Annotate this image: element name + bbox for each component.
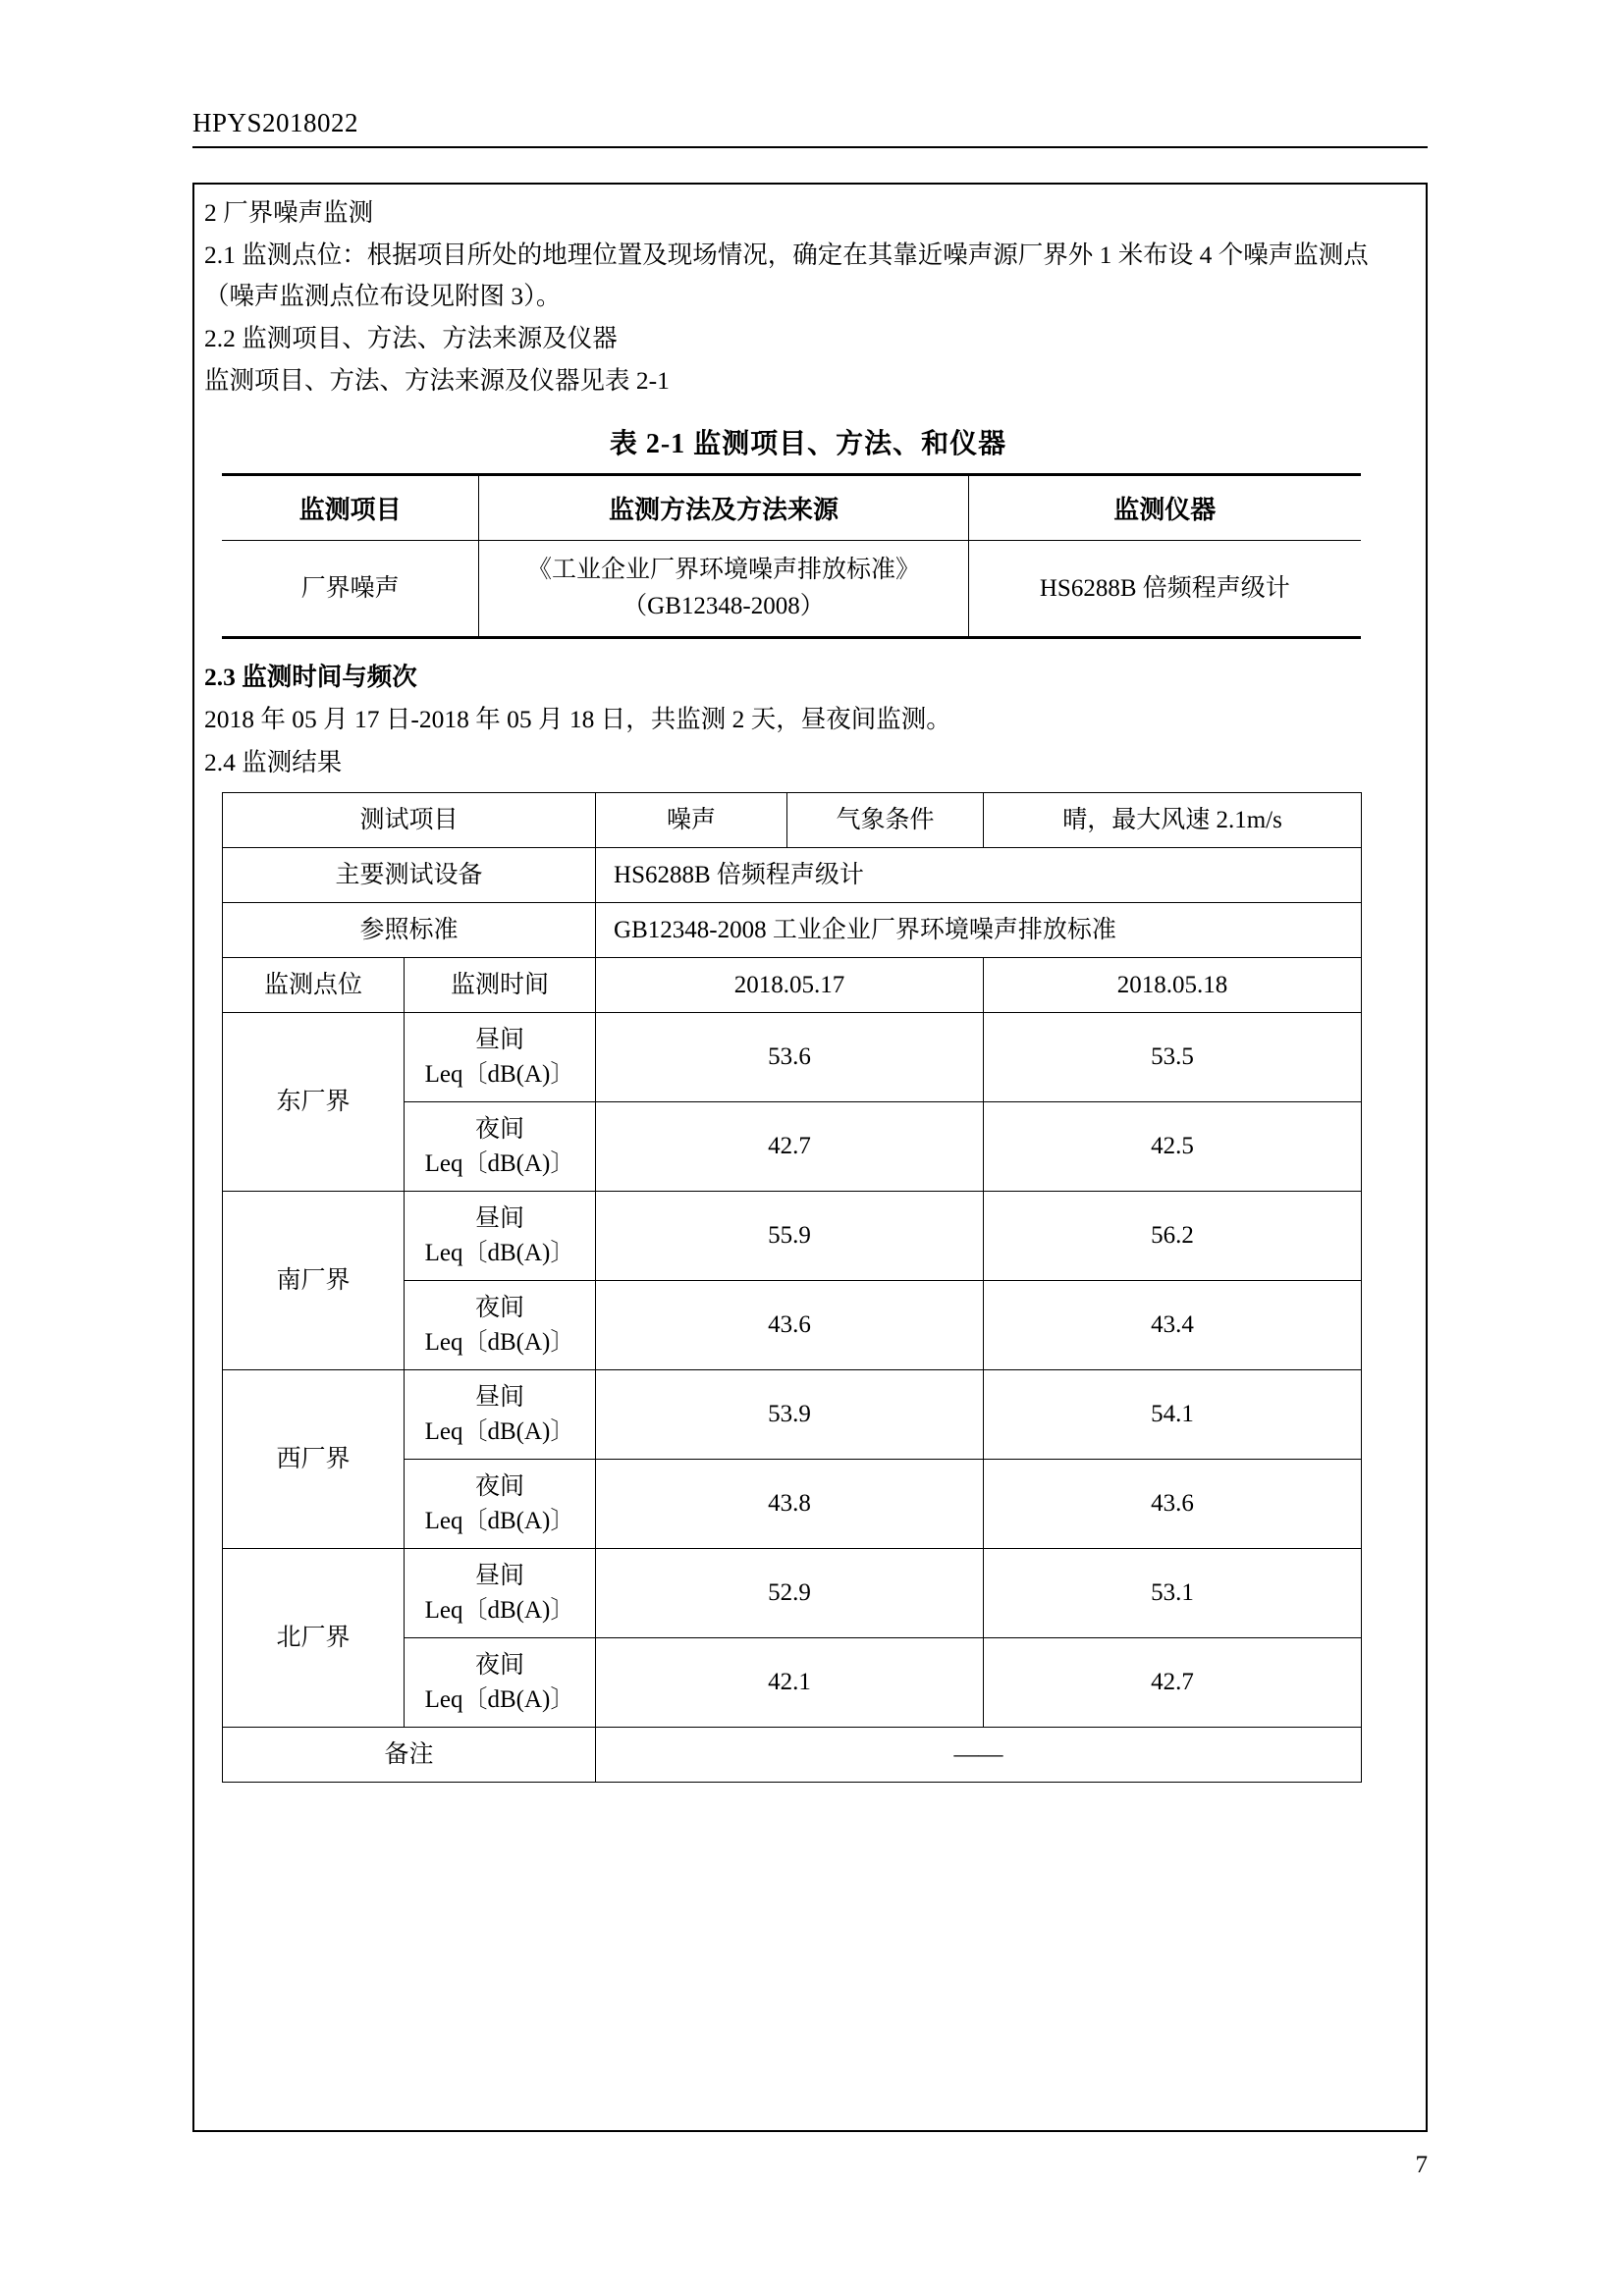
results-equipment-label: 主要测试设备 <box>223 847 596 902</box>
results-value-night-date1: 42.1 <box>596 1637 984 1727</box>
period-label-line2: Leq〔dB(A)〕 <box>424 1507 575 1534</box>
results-period-day <box>405 1012 596 1101</box>
page-header <box>192 108 1428 148</box>
paragraph-2-1-label: 2.1 监测点位： <box>204 240 367 270</box>
period-label-line2: Leq〔dB(A)〕 <box>424 1417 575 1445</box>
results-standard-value: GB12348-2008 工业企业厂界环境噪声排放标准 <box>596 902 1362 957</box>
monitoring-results-table <box>222 792 1362 1783</box>
results-point-name: 南厂界 <box>223 1191 405 1369</box>
results-remark-value: —— <box>596 1727 1362 1782</box>
period-label-line2: Leq〔dB(A)〕 <box>424 1060 575 1088</box>
period-label-line2: Leq〔dB(A)〕 <box>424 1239 575 1266</box>
document-code: HPYS2018022 <box>192 108 359 137</box>
table-row <box>222 541 1361 638</box>
results-period-night <box>405 1101 596 1191</box>
period-label-line1: 昼间 <box>475 1383 525 1411</box>
table-row <box>223 792 1362 847</box>
period-label-line2: Leq〔dB(A)〕 <box>424 1328 575 1356</box>
table-row <box>223 847 1362 902</box>
results-value-night-date2: 42.7 <box>984 1637 1362 1727</box>
table-2-1-header-item: 监测项目 <box>222 475 479 541</box>
results-period-night <box>405 1637 596 1727</box>
results-weather-value: 晴，最大风速 2.1m/s <box>984 792 1362 847</box>
period-label-line1: 夜间 <box>475 1294 525 1321</box>
results-value-night-date1: 43.8 <box>596 1459 984 1548</box>
results-period-day <box>405 1369 596 1459</box>
table-2-1-title: 表 2-1 监测项目、方法、和仪器 <box>609 429 1007 460</box>
results-point-name: 东厂界 <box>223 1012 405 1191</box>
table-2-1-cell-item: 厂界噪声 <box>222 541 479 638</box>
method-line-1: 《工业企业厂界环境噪声排放标准》 <box>526 557 920 584</box>
paragraph-2-1 <box>204 235 1412 316</box>
results-test-item-value: 噪声 <box>596 792 787 847</box>
table-row <box>223 1191 1362 1280</box>
period-label-line2: Leq〔dB(A)〕 <box>424 1685 575 1713</box>
period-label-line2: Leq〔dB(A)〕 <box>424 1149 575 1177</box>
page-number: 7 <box>1415 2152 1428 2178</box>
results-point-header: 监测点位 <box>223 957 405 1012</box>
results-value-night-date1: 42.7 <box>596 1101 984 1191</box>
period-label-line1: 昼间 <box>475 1026 525 1053</box>
paragraph-2-2-detail: 监测项目、方法、方法来源及仪器见表 2-1 <box>204 366 670 396</box>
results-value-day-date2: 54.1 <box>984 1369 1362 1459</box>
table-row <box>223 1548 1362 1637</box>
table-row <box>223 957 1362 1012</box>
results-value-night-date2: 43.4 <box>984 1280 1362 1369</box>
results-value-day-date2: 53.1 <box>984 1548 1362 1637</box>
paragraph-2-4: 2.4 监测结果 <box>204 747 343 776</box>
method-line-2: （GB12348-2008） <box>623 592 825 619</box>
results-value-day-date1: 55.9 <box>596 1191 984 1280</box>
period-label-line1: 夜间 <box>475 1472 525 1500</box>
results-standard-label: 参照标准 <box>223 902 596 957</box>
table-row <box>223 1012 1362 1101</box>
results-value-day-date1: 53.6 <box>596 1012 984 1101</box>
results-date-1-header: 2018.05.17 <box>596 957 984 1012</box>
results-point-name: 北厂界 <box>223 1548 405 1727</box>
results-value-night-date2: 43.6 <box>984 1459 1362 1548</box>
results-time-header: 监测时间 <box>405 957 596 1012</box>
table-2-1 <box>222 473 1361 639</box>
table-row <box>223 1727 1362 1782</box>
section-title: 2 厂界噪声监测 <box>204 198 374 227</box>
header-rule <box>192 146 1428 148</box>
results-weather-label: 气象条件 <box>787 792 984 847</box>
results-value-night-date2: 42.5 <box>984 1101 1362 1191</box>
results-value-day-date1: 53.9 <box>596 1369 984 1459</box>
table-2-1-cell-instrument: HS6288B 倍频程声级计 <box>968 541 1361 638</box>
results-value-night-date1: 43.6 <box>596 1280 984 1369</box>
page-content <box>204 192 1412 1783</box>
results-value-day-date2: 56.2 <box>984 1191 1362 1280</box>
paragraph-2-2: 2.2 监测项目、方法、方法来源及仪器 <box>204 323 618 352</box>
results-period-night <box>405 1459 596 1548</box>
table-row <box>223 902 1362 957</box>
results-date-2-header: 2018.05.18 <box>984 957 1362 1012</box>
period-label-line1: 昼间 <box>475 1562 525 1589</box>
results-value-day-date1: 52.9 <box>596 1548 984 1637</box>
period-label-line1: 夜间 <box>475 1115 525 1143</box>
table-2-1-header-instrument: 监测仪器 <box>968 475 1361 541</box>
results-equipment-value: HS6288B 倍频程声级计 <box>596 847 1362 902</box>
paragraph-2-3-detail: 2018 年 05 月 17 日-2018 年 05 月 18 日，共监测 2 天，昼夜间监测。 <box>204 705 951 734</box>
results-remark-label: 备注 <box>223 1727 596 1782</box>
results-value-day-date2: 53.5 <box>984 1012 1362 1101</box>
period-label-line1: 夜间 <box>475 1651 525 1679</box>
table-2-1-cell-method <box>479 541 968 638</box>
table-2-1-header-method: 监测方法及方法来源 <box>479 475 968 541</box>
results-test-item-label: 测试项目 <box>223 792 596 847</box>
table-row <box>223 1369 1362 1459</box>
period-label-line1: 昼间 <box>475 1204 525 1232</box>
results-point-name: 西厂界 <box>223 1369 405 1548</box>
results-period-day <box>405 1548 596 1637</box>
period-label-line2: Leq〔dB(A)〕 <box>424 1596 575 1624</box>
paragraph-2-3: 2.3 监测时间与频次 <box>204 662 417 691</box>
results-period-night <box>405 1280 596 1369</box>
table-row <box>222 475 1361 541</box>
results-period-day <box>405 1191 596 1280</box>
paragraph-2-1-text: 根据项目所处的地理位置及现场情况，确定在其靠近噪声源厂界外 1 米布设 4 个噪声监测点（噪声监测点位布设见附图 3）。 <box>204 240 1369 310</box>
